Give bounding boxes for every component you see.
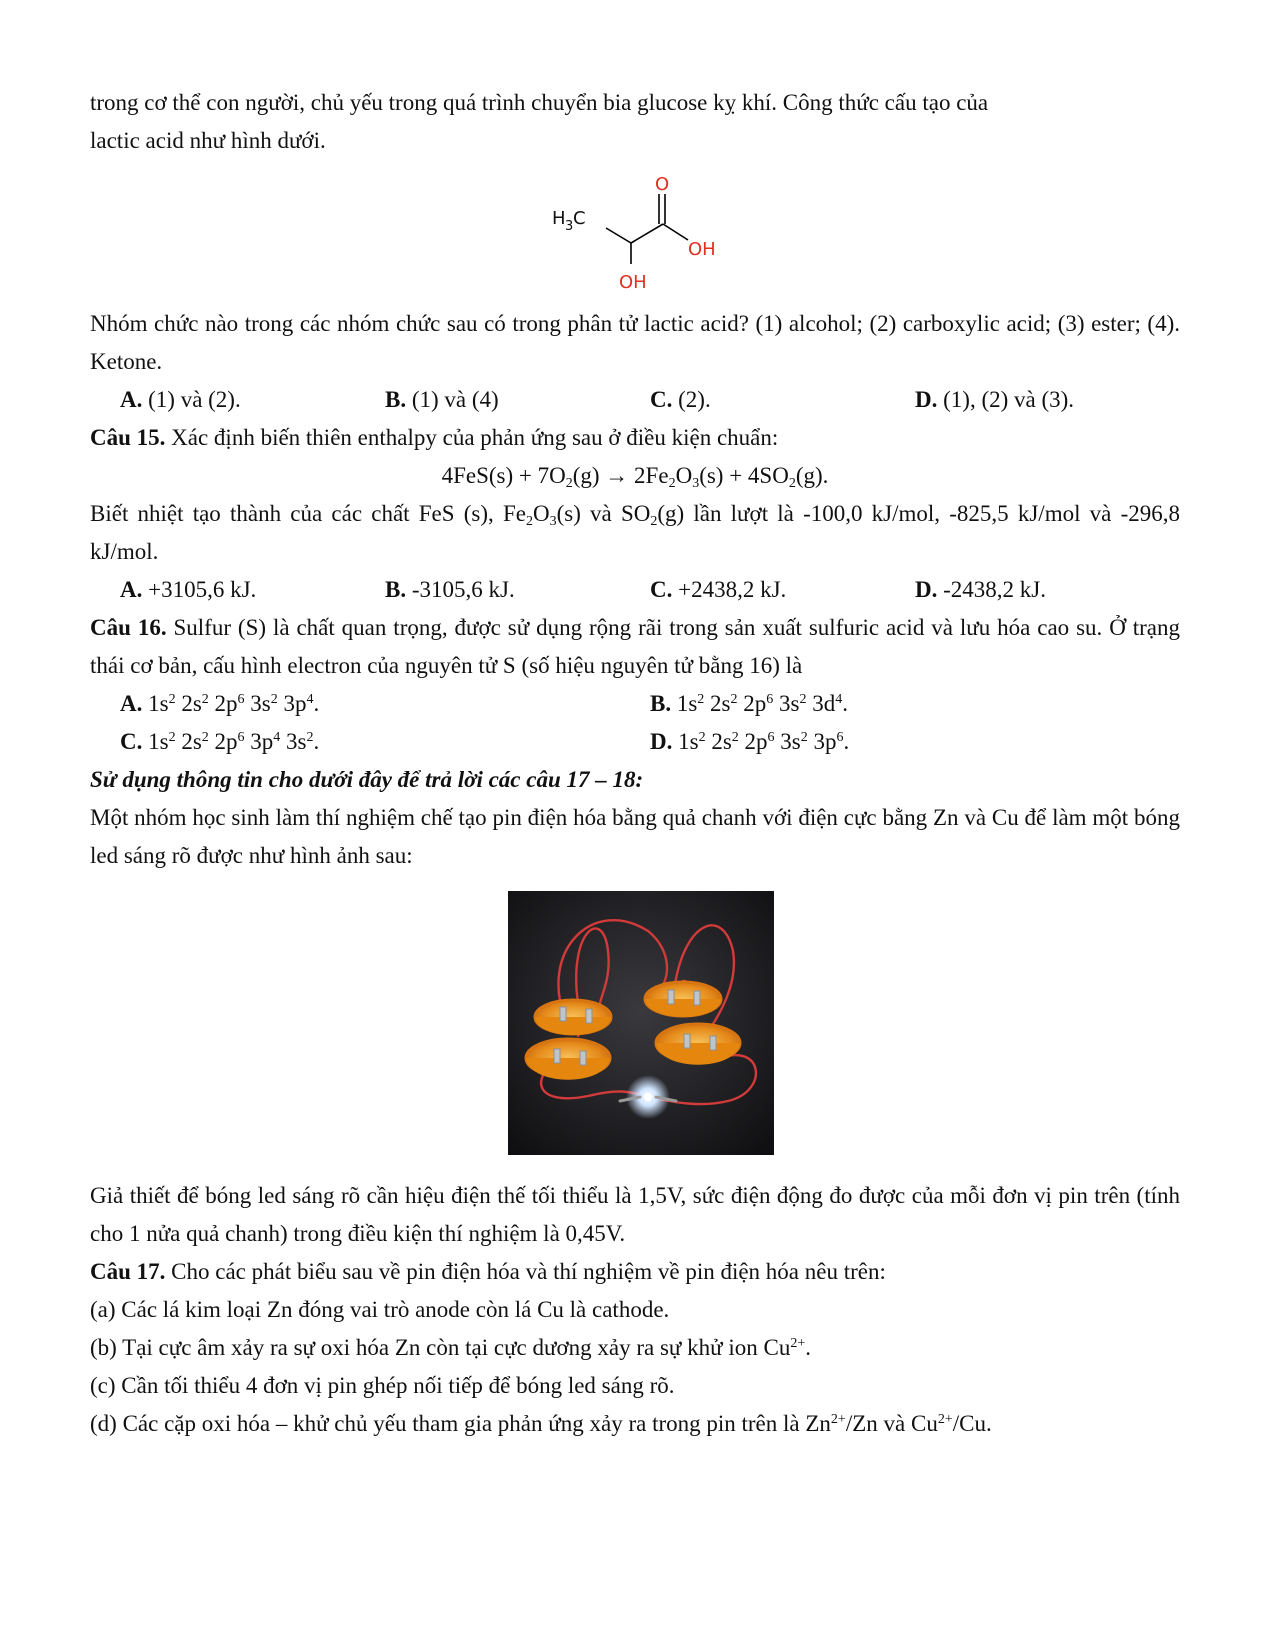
q16-option-c[interactable]: C. $1s^2$ $2s^2$ $2p^6$ $3p^4$ $3s^2$. (120, 729, 320, 754)
methyl-group-c: C (573, 208, 586, 229)
q17-statement-a: (a) Các lá kim loại Zn đóng vai trò anode còn lá Cu là cathode. (90, 1297, 670, 1322)
q16-label: Câu 16. (90, 615, 167, 640)
q15-label: Câu 15. (90, 425, 166, 450)
q17-label: Câu 17. (90, 1259, 166, 1284)
q16-options-row-2 (90, 723, 1180, 761)
carboxyl-oh-label: OH (688, 239, 716, 260)
q15-equation: $4FeS(s) + 7O_2(g) \to 2Fe_2O_3(s) + 4SO_2(g)$. (441, 463, 829, 491)
q15-option-d[interactable]: D. -2438,2 kJ. (915, 577, 1046, 602)
carbonyl-oxygen-label: O (655, 174, 670, 195)
q15-stem: Câu 15. Xác định biến thiên enthalpy của phản ứng sau ở điều kiện chuẩn: (90, 425, 779, 450)
shared-info-intro: Một nhóm học sinh làm thí nghiệm chế tạo pin điện hóa bằng quả chanh với điện cực bằng Zn và Cu để làm một bóng led sáng rõ được như hình ảnh sau: (90, 805, 1180, 868)
q14-options (90, 381, 1180, 419)
q15-options (90, 571, 1180, 609)
q14-option-a[interactable]: A. (1) và (2). (120, 387, 241, 412)
lemon-battery-photo (508, 891, 774, 1155)
q14-option-d[interactable]: D. (1), (2) và (3). (915, 387, 1075, 412)
lemon-battery-photo-container (90, 881, 1180, 1177)
q14-option-c[interactable]: C. (2). (650, 387, 711, 412)
methyl-group-h: H (552, 208, 566, 229)
methyl-group-subscript: 3 (565, 219, 574, 234)
q17-stem: Câu 17. Cho các phát biểu sau về pin điện hóa và thí nghiệm về pin điện hóa nêu trên: (90, 1259, 886, 1284)
q15-option-b[interactable]: B. -3105,6 kJ. (385, 577, 515, 602)
q16-stem: Câu 16. Sulfur (S) là chất quan trọng, được sử dụng rộng rãi trong sản xuất sulfuric acid và lưu hóa cao su. Ở trạng thái cơ bản, cấu hình electron của nguyên tử S (số hiệu nguyên tử bằng 16) là (90, 615, 1181, 678)
q17-statement-b: (b) Tại cực âm xảy ra sự oxi hóa Zn còn tại cực dương xảy ra sự khử ion $Cu^{2+}$. (90, 1335, 811, 1360)
shared-info-heading: Sử dụng thông tin cho dưới đây để trả lời các câu 17 – 18: (90, 767, 644, 792)
intro-line-1: trong cơ thể con người, chủ yếu trong quá trình chuyển bia glucose kỵ khí. Công thức cấu tạo của (90, 90, 989, 115)
q16-option-a[interactable]: A. $1s^2$ $2s^2$ $2p^6$ $3s^2$ $3p^4$. (120, 691, 320, 716)
lactic-acid-structure (90, 160, 1180, 305)
q17-statement-c: (c) Cần tối thiểu 4 đơn vị pin ghép nối tiếp để bóng led sáng rõ. (90, 1373, 675, 1398)
q15-option-a[interactable]: A. +3105,6 kJ. (120, 577, 257, 602)
q15-option-c[interactable]: C. +2438,2 kJ. (650, 577, 787, 602)
q17-statement-d: (d) Các cặp oxi hóa – khử chủ yếu tham gia phản ứng xảy ra trong pin trên là $Zn^{2+}/Zn$ và $Cu^{2+}/Cu$. (90, 1411, 992, 1436)
hydroxyl-oh-label: OH (619, 272, 647, 293)
document-page (90, 84, 1180, 1443)
q14-stem: Nhóm chức nào trong các nhóm chức sau có trong phân tử lactic acid? (1) alcohol; (2) carboxylic acid; (3) ester; (4). Ketone. (90, 311, 1180, 374)
q16-options-row-1 (90, 685, 1180, 723)
lactic-acid-skeletal-formula (538, 160, 738, 300)
q16-option-b[interactable]: B. $1s^2$ $2s^2$ $2p^6$ $3s^2$ $3d^4$. (650, 691, 848, 716)
q14-option-b[interactable]: B. (1) và (4) (385, 387, 499, 412)
q15-info: Biết nhiệt tạo thành của các chất FeS (s), $Fe_2O_3(s)$ và $SO_2(g)$ lần lượt là -100,0 kJ/mol, -825,5 kJ/mol và -296,8 kJ/mol. (90, 501, 1180, 564)
shared-info-assumption: Giả thiết để bóng led sáng rõ cần hiệu điện thế tối thiểu là 1,5V, sức điện động đo được của mỗi đơn vị pin trên (tính cho 1 nửa quả chanh) trong điều kiện thí nghiệm là 0,45V. (90, 1183, 1180, 1246)
intro-line-2: lactic acid như hình dưới. (90, 128, 326, 153)
q16-option-d[interactable]: D. $1s^2$ $2s^2$ $2p^6$ $3s^2$ $3p^6$. (650, 729, 850, 754)
